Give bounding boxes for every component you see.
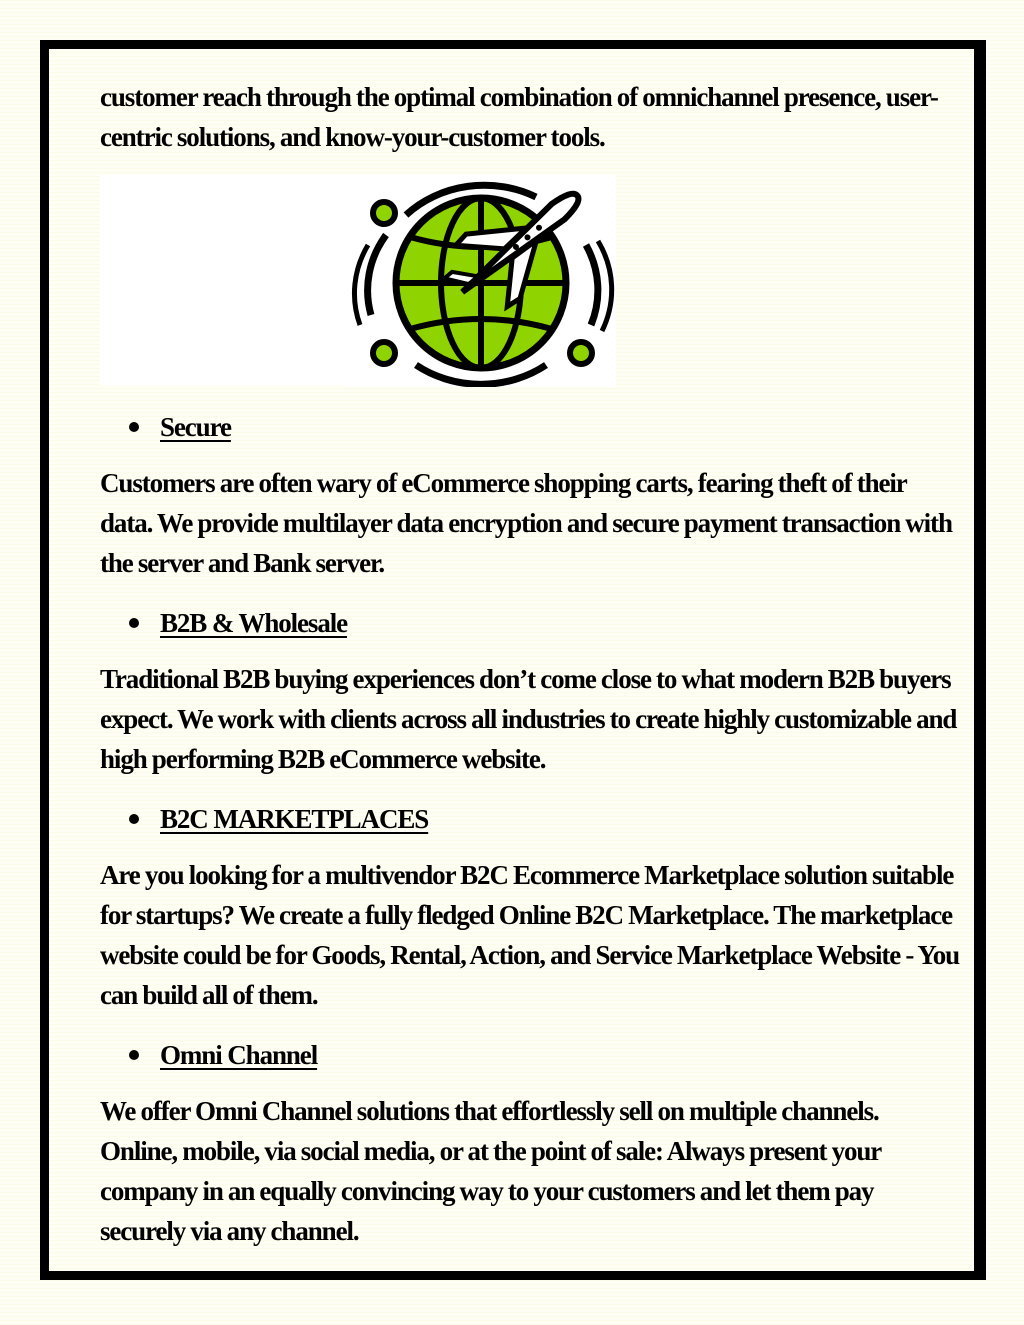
bullet-dot <box>129 422 139 432</box>
section-body-b2b-wholesale: Traditional B2B buying experiences don’t come close to what modern B2B buyers expect. We work with clients across all industries to create highly customizable and high performing B2B eCommerce website. <box>100 664 957 774</box>
section-heading-label: Secure <box>160 412 231 442</box>
bullet-dot <box>129 1050 139 1060</box>
section-heading-secure <box>100 407 960 447</box>
section-heading-omni-channel <box>100 1035 960 1075</box>
section-heading-label: Omni Channel <box>160 1040 318 1070</box>
image-white-area <box>100 175 350 385</box>
bullet-dot <box>129 814 139 824</box>
section-heading-label: B2C MARKETPLACES <box>160 804 429 834</box>
document-content <box>100 77 960 1251</box>
intro-paragraph: customer reach through the optimal combination of omnichannel presence, user-centric solutions, and know-your-customer tools. <box>100 82 938 152</box>
section-body-b2c-marketplaces: Are you looking for a multivendor B2C Ecommerce Marketplace solution suitable for startups? We create a fully fledged Online B2C Marketplace. The marketplace website could be for Goods, Rental, Action, and Service Marketplace Website - You can build all of them. <box>100 860 960 1010</box>
section-body-secure: Customers are often wary of eCommerce shopping carts, fearing theft of their data. We provide multilayer data encryption and secure payment transaction with the server and Bank server. <box>100 468 952 578</box>
globe-airplane-icon <box>346 175 616 387</box>
globe-image <box>100 175 624 387</box>
bullet-dot <box>129 618 139 628</box>
page-frame <box>40 40 986 1280</box>
section-heading-b2b-wholesale <box>100 603 960 643</box>
section-heading-label: B2B & Wholesale <box>160 608 348 638</box>
section-heading-b2c-marketplaces <box>100 799 960 839</box>
section-body-omni-channel: We offer Omni Channel solutions that effortlessly sell on multiple channels. Online, mobile, via social media, or at the point of sale: Always present your company in an equally convincing way to your customers and let them pay securely via any channel. <box>100 1096 881 1246</box>
